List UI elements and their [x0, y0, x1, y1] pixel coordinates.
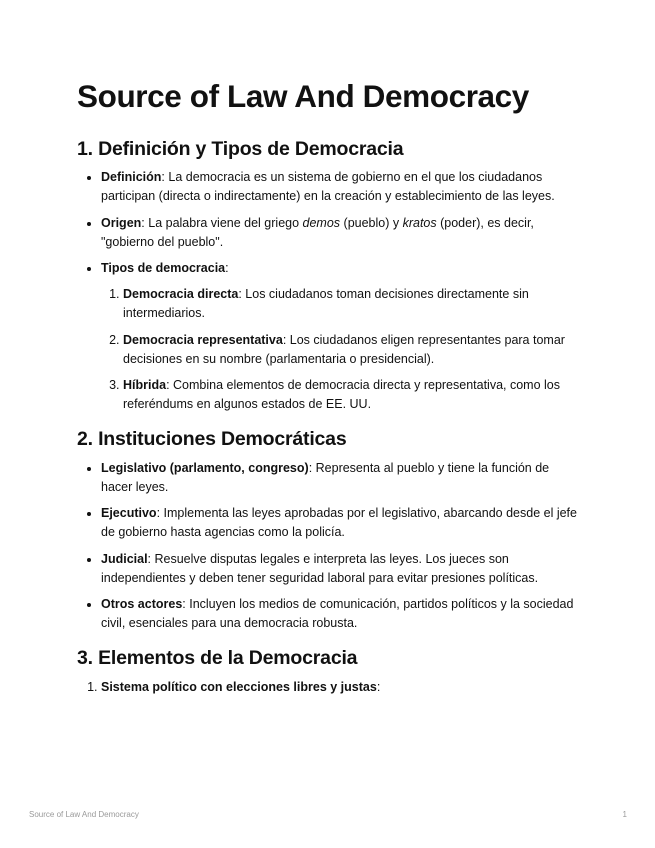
term-text: : Los ciudadanos toman decisiones directamente sin intermediarios. [123, 287, 529, 321]
term-label: Híbrida [123, 377, 167, 392]
term-colon: : [376, 679, 381, 694]
greek-word-kratos: kratos [402, 215, 437, 230]
list-item-definicion [101, 168, 582, 206]
list-item-elecciones [101, 678, 582, 697]
document-body [77, 78, 582, 704]
term-text: : La palabra viene del griego [141, 215, 303, 230]
term-label: Legislativo (parlamento, congreso) [101, 460, 309, 475]
term-text: (poder), es decir, "gobierno del pueblo". [101, 215, 534, 249]
page-number: 1 [622, 810, 627, 819]
list-item-hibrida [123, 376, 582, 414]
term-label: Judicial [101, 551, 148, 566]
term-label: Origen [101, 215, 142, 230]
term-text: : Representa al pueblo y tiene la función de hacer leyes. [101, 460, 550, 494]
numbered-list [77, 678, 582, 697]
term-text: : Implementa las leyes aprobadas por el legislativo, abarcando desde el jefe de gobierno hasta agencias como la policía. [101, 506, 577, 540]
list-item-ejecutivo [101, 504, 582, 542]
term-text: : Resuelve disputas legales e interpreta las leyes. Los jueces son independientes y deben tener seguridad laboral para evitar presiones políticas. [101, 551, 539, 585]
list-item-origen [101, 214, 582, 252]
greek-word-demos: demos [302, 215, 341, 230]
numbered-sublist [101, 285, 582, 414]
list-item-legislativo [101, 459, 582, 497]
list-item-judicial [101, 550, 582, 588]
bullet-list [77, 459, 582, 634]
list-item-representativa [123, 331, 582, 369]
list-item-tipos [101, 259, 582, 414]
section-definicion [77, 137, 582, 415]
term-text: : Los ciudadanos eligen representantes para tomar decisiones en su nombre (parlamentaria o presidencial). [123, 332, 565, 366]
list-item-directa [123, 285, 582, 323]
term-label: Ejecutivo [101, 506, 157, 521]
term-text: : Combina elementos de democracia directa y representativa, como los referéndums en algunos estados de EE. UU. [123, 377, 561, 412]
term-text: : Incluyen los medios de comunicación, partidos políticos y la sociedad civil, esenciales para una democracia robusta. [101, 596, 574, 631]
section-heading: 3. Elementos de la Democracia [77, 647, 358, 670]
bullet-list [77, 168, 582, 414]
term-colon: : [225, 260, 229, 275]
term-label: Democracia representativa [123, 332, 283, 347]
term-label: Otros actores [101, 596, 183, 611]
section-elementos [77, 646, 582, 697]
section-instituciones [77, 427, 582, 633]
page-title: Source of Law And Democracy [77, 78, 529, 114]
term-label: Definición [101, 170, 162, 185]
term-label: Sistema político con elecciones libres y justas [101, 679, 377, 694]
list-item-otros [101, 595, 582, 633]
section-heading: 1. Definición y Tipos de Democracia [77, 137, 404, 160]
term-text: : La democracia es un sistema de gobierno en el que los ciudadanos participan (directa o indirectamente) en la creación y establecimiento de las leyes. [101, 170, 555, 204]
section-heading: 2. Instituciones Democráticas [77, 428, 347, 451]
term-label: Democracia directa [123, 287, 239, 302]
footer-title: Source of Law And Democracy [29, 810, 139, 819]
term-label: Tipos de democracia [101, 260, 226, 275]
term-text: (pueblo) y [340, 215, 403, 230]
